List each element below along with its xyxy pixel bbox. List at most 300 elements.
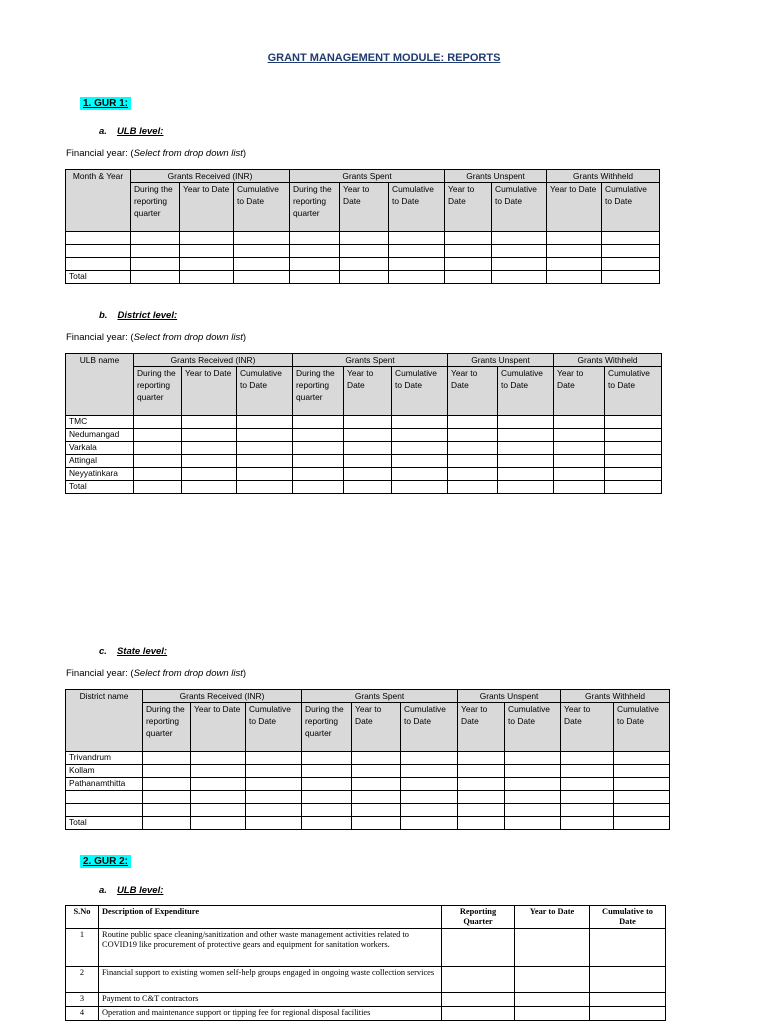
cell-input[interactable] (143, 778, 191, 791)
subcol-header: Year to Date (352, 703, 401, 752)
cell-input[interactable] (293, 468, 344, 481)
col-header-year-to-date: Year to Date (515, 906, 590, 929)
row-label (66, 804, 143, 817)
row-label (66, 245, 131, 258)
cell-input[interactable] (448, 429, 498, 442)
cell-input[interactable] (392, 481, 448, 494)
cell-input[interactable] (134, 468, 182, 481)
row-sno: 2 (66, 967, 99, 993)
subcol-header: During the reporting quarter (143, 703, 191, 752)
subcol-header: Year to Date (445, 183, 492, 232)
cell-input[interactable] (131, 245, 180, 258)
header-row (66, 354, 662, 367)
group-header: Grants Unspent (448, 354, 554, 367)
row-sno: 3 (66, 993, 99, 1007)
cell-input[interactable] (605, 468, 662, 481)
level-heading-gur2-ulb (99, 885, 163, 896)
cell-input[interactable] (180, 232, 234, 245)
table-row (66, 804, 670, 817)
cell-input[interactable] (590, 993, 666, 1007)
cell-input[interactable] (352, 791, 401, 804)
cell-input[interactable] (614, 804, 670, 817)
financial-year-selector-state[interactable] (66, 668, 246, 679)
cell-input[interactable] (445, 271, 492, 284)
cell-input[interactable] (392, 468, 448, 481)
cell-input[interactable] (498, 416, 554, 429)
cell-input[interactable] (614, 817, 670, 830)
cell-input[interactable] (505, 791, 561, 804)
subcol-header: Year to Date (344, 367, 392, 416)
group-header: Grants Withheld (547, 170, 660, 183)
subcol-header: Year to Date (458, 703, 505, 752)
cell-input[interactable] (498, 481, 554, 494)
cell-input[interactable] (246, 791, 302, 804)
subcol-header: Year to Date (554, 367, 605, 416)
cell-input[interactable] (602, 258, 660, 271)
row-label: Neyyatinkara (66, 468, 134, 481)
group-header: Grants Unspent (458, 690, 561, 703)
subcol-header: During the reporting quarter (290, 183, 340, 232)
cell-input[interactable] (492, 232, 547, 245)
cell-input[interactable] (561, 791, 614, 804)
cell-input[interactable] (293, 416, 344, 429)
cell-input[interactable] (344, 481, 392, 494)
cell-input[interactable] (246, 778, 302, 791)
fy-hint: Select from drop down list (133, 148, 243, 159)
group-header: Grants Received (INR) (143, 690, 302, 703)
level-label: ULB level: (116, 885, 164, 896)
subcol-header: During the reporting quarter (131, 183, 180, 232)
cell-input[interactable] (448, 468, 498, 481)
cell-input[interactable] (246, 752, 302, 765)
cell-input[interactable] (182, 429, 237, 442)
cell-input[interactable] (134, 442, 182, 455)
row-label: Total (66, 481, 134, 494)
cell-input[interactable] (237, 468, 293, 481)
cell-input[interactable] (293, 442, 344, 455)
section-heading-gur1: 1. GUR 1: (80, 97, 131, 110)
fy-label: Financial year: ( (66, 148, 134, 159)
subcol-header: Cumulative to Date (246, 703, 302, 752)
cell-input[interactable] (344, 455, 392, 468)
cell-input[interactable] (492, 271, 547, 284)
financial-year-selector-district[interactable] (66, 332, 246, 343)
row-label: Nedumangad (66, 429, 134, 442)
cell-input[interactable] (492, 245, 547, 258)
cell-input[interactable] (352, 778, 401, 791)
fy-close: ) (242, 332, 247, 343)
cell-input[interactable] (498, 442, 554, 455)
cell-input[interactable] (505, 765, 561, 778)
row-description: Payment to C&T contractors (99, 993, 442, 1007)
cell-input[interactable] (605, 481, 662, 494)
subcol-header: Year to Date (340, 183, 389, 232)
table-row (66, 765, 670, 778)
cell-input[interactable] (340, 271, 389, 284)
cell-input[interactable] (290, 232, 340, 245)
cell-input[interactable] (458, 765, 505, 778)
cell-input[interactable] (498, 455, 554, 468)
cell-input[interactable] (561, 804, 614, 817)
cell-input[interactable] (182, 481, 237, 494)
table-row (66, 455, 662, 468)
table-row (66, 1007, 666, 1021)
cell-input[interactable] (302, 765, 352, 778)
level-heading-district (99, 310, 177, 321)
level-letter: a. (99, 126, 107, 137)
cell-input[interactable] (458, 804, 505, 817)
cell-input[interactable] (143, 817, 191, 830)
cell-input[interactable] (237, 429, 293, 442)
cell-input[interactable] (401, 765, 458, 778)
cell-input[interactable] (293, 429, 344, 442)
cell-input[interactable] (392, 442, 448, 455)
cell-input[interactable] (290, 258, 340, 271)
cell-input[interactable] (602, 245, 660, 258)
cell-input[interactable] (389, 271, 445, 284)
subcol-header: Cumulative to Date (492, 183, 547, 232)
page-title: GRANT MANAGEMENT MODULE: REPORTS (267, 52, 501, 64)
cell-input[interactable] (191, 817, 246, 830)
cell-input[interactable] (445, 258, 492, 271)
gur1-state-table (65, 689, 670, 830)
subcol-header: Cumulative to Date (605, 367, 662, 416)
subcol-header: During the reporting quarter (302, 703, 352, 752)
cell-input[interactable] (182, 468, 237, 481)
fy-hint: Select from drop down list (133, 668, 243, 679)
subcol-header: Cumulative to Date (498, 367, 554, 416)
cell-input[interactable] (602, 232, 660, 245)
cell-input[interactable] (234, 232, 290, 245)
cell-input[interactable] (498, 429, 554, 442)
group-header: Grants Withheld (554, 354, 662, 367)
subcol-header: Cumulative to Date (389, 183, 445, 232)
row-label: Total (66, 271, 131, 284)
table-row (66, 245, 660, 258)
cell-input[interactable] (237, 416, 293, 429)
cell-input[interactable] (344, 416, 392, 429)
row-label: Varkala (66, 442, 134, 455)
cell-input[interactable] (246, 817, 302, 830)
row-sno: 1 (66, 929, 99, 967)
cell-input[interactable] (293, 481, 344, 494)
cell-input[interactable] (143, 765, 191, 778)
header-row (66, 690, 670, 703)
cell-input[interactable] (352, 752, 401, 765)
group-header: Grants Withheld (561, 690, 670, 703)
cell-input[interactable] (401, 804, 458, 817)
cell-input[interactable] (352, 804, 401, 817)
cell-input[interactable] (442, 967, 515, 993)
header-row (66, 170, 660, 183)
cell-input[interactable] (131, 232, 180, 245)
cell-input[interactable] (605, 442, 662, 455)
cell-input[interactable] (505, 804, 561, 817)
first-col-header: District name (66, 690, 143, 752)
cell-input[interactable] (182, 442, 237, 455)
table-row (66, 271, 660, 284)
cell-input[interactable] (302, 817, 352, 830)
cell-input[interactable] (554, 455, 605, 468)
cell-input[interactable] (352, 765, 401, 778)
cell-input[interactable] (143, 804, 191, 817)
cell-input[interactable] (492, 258, 547, 271)
table-row (66, 778, 670, 791)
row-label: Pathanamthitta (66, 778, 143, 791)
cell-input[interactable] (234, 258, 290, 271)
cell-input[interactable] (442, 929, 515, 967)
cell-input[interactable] (401, 791, 458, 804)
subcol-header: Cumulative to Date (234, 183, 290, 232)
row-label: Kollam (66, 765, 143, 778)
table-row (66, 416, 662, 429)
gur1-ulb-table (65, 169, 660, 284)
cell-input[interactable] (590, 967, 666, 993)
subcol-header: During the reporting quarter (293, 367, 344, 416)
cell-input[interactable] (290, 245, 340, 258)
cell-input[interactable] (561, 765, 614, 778)
table-row (66, 429, 662, 442)
subcol-header: Year to Date (547, 183, 602, 232)
subheader-row (66, 367, 662, 416)
cell-input[interactable] (293, 455, 344, 468)
cell-input[interactable] (191, 791, 246, 804)
table-row (66, 752, 670, 765)
cell-input[interactable] (302, 804, 352, 817)
cell-input[interactable] (515, 993, 590, 1007)
cell-input[interactable] (458, 752, 505, 765)
cell-input[interactable] (182, 416, 237, 429)
cell-input[interactable] (547, 232, 602, 245)
cell-input[interactable] (614, 791, 670, 804)
cell-input[interactable] (442, 993, 515, 1007)
cell-input[interactable] (614, 778, 670, 791)
cell-input[interactable] (340, 258, 389, 271)
cell-input[interactable] (180, 258, 234, 271)
table-row (66, 791, 670, 804)
cell-input[interactable] (515, 1007, 590, 1021)
cell-input[interactable] (401, 778, 458, 791)
level-label: District level: (117, 310, 178, 321)
table-row (66, 817, 670, 830)
cell-input[interactable] (448, 442, 498, 455)
row-label (66, 258, 131, 271)
cell-input[interactable] (134, 481, 182, 494)
cell-input[interactable] (605, 455, 662, 468)
level-heading-state (99, 646, 167, 657)
cell-input[interactable] (302, 791, 352, 804)
cell-input[interactable] (554, 416, 605, 429)
cell-input[interactable] (605, 429, 662, 442)
cell-input[interactable] (191, 804, 246, 817)
group-header: Grants Spent (293, 354, 448, 367)
cell-input[interactable] (498, 468, 554, 481)
cell-input[interactable] (191, 752, 246, 765)
subcol-header: Cumulative to Date (614, 703, 670, 752)
cell-input[interactable] (605, 416, 662, 429)
table-row (66, 993, 666, 1007)
row-description: Financial support to existing women self-help groups engaged in ongoing waste collection services (99, 967, 442, 993)
cell-input[interactable] (246, 804, 302, 817)
first-col-header: ULB name (66, 354, 134, 416)
cell-input[interactable] (134, 455, 182, 468)
cell-input[interactable] (344, 429, 392, 442)
row-description: Operation and maintenance support or tipping fee for regional disposal facilities (99, 1007, 442, 1021)
cell-input[interactable] (134, 416, 182, 429)
subcol-header: Year to Date (182, 367, 237, 416)
cell-input[interactable] (515, 967, 590, 993)
cell-input[interactable] (234, 271, 290, 284)
cell-input[interactable] (392, 429, 448, 442)
cell-input[interactable] (392, 455, 448, 468)
cell-input[interactable] (547, 258, 602, 271)
cell-input[interactable] (246, 765, 302, 778)
row-label: Total (66, 817, 143, 830)
subcol-header: Year to Date (448, 367, 498, 416)
cell-input[interactable] (352, 817, 401, 830)
cell-input[interactable] (602, 271, 660, 284)
gur2-expenditure-table (65, 905, 666, 1021)
subheader-row (66, 183, 660, 232)
col-header-sno: S.No (66, 906, 99, 929)
level-letter: b. (99, 310, 108, 321)
cell-input[interactable] (182, 455, 237, 468)
row-label (66, 232, 131, 245)
fy-label: Financial year: ( (66, 332, 134, 343)
cell-input[interactable] (340, 245, 389, 258)
fy-close: ) (242, 148, 247, 159)
table-row (66, 468, 662, 481)
col-header-reporting-quarter: Reporting Quarter (442, 906, 515, 929)
subcol-header: During the reporting quarter (134, 367, 182, 416)
subcol-header: Cumulative to Date (392, 367, 448, 416)
cell-input[interactable] (458, 791, 505, 804)
cell-input[interactable] (445, 232, 492, 245)
subcol-header: Cumulative to Date (237, 367, 293, 416)
level-letter: c. (99, 646, 107, 657)
cell-input[interactable] (143, 791, 191, 804)
cell-input[interactable] (505, 752, 561, 765)
cell-input[interactable] (458, 817, 505, 830)
cell-input[interactable] (554, 468, 605, 481)
cell-input[interactable] (191, 765, 246, 778)
subcol-header: Year to Date (191, 703, 246, 752)
fy-label: Financial year: ( (66, 668, 134, 679)
gur1-district-table (65, 353, 662, 494)
subcol-header: Cumulative to Date (602, 183, 660, 232)
group-header: Grants Spent (290, 170, 445, 183)
cell-input[interactable] (442, 1007, 515, 1021)
cell-input[interactable] (614, 765, 670, 778)
first-col-header: Month & Year (66, 170, 131, 232)
cell-input[interactable] (554, 442, 605, 455)
cell-input[interactable] (180, 245, 234, 258)
cell-input[interactable] (143, 752, 191, 765)
row-label: TMC (66, 416, 134, 429)
subcol-header: Year to Date (180, 183, 234, 232)
cell-input[interactable] (505, 817, 561, 830)
level-label: State level: (116, 646, 168, 657)
table-row (66, 481, 662, 494)
cell-input[interactable] (590, 1007, 666, 1021)
group-header: Grants Spent (302, 690, 458, 703)
cell-input[interactable] (389, 232, 445, 245)
section-heading-gur2: 2. GUR 2: (80, 855, 131, 868)
cell-input[interactable] (448, 481, 498, 494)
cell-input[interactable] (344, 442, 392, 455)
cell-input[interactable] (180, 271, 234, 284)
subcol-header: Cumulative to Date (505, 703, 561, 752)
cell-input[interactable] (344, 468, 392, 481)
table-row (66, 258, 660, 271)
col-header-description: Description of Expenditure (99, 906, 442, 929)
cell-input[interactable] (392, 416, 448, 429)
cell-input[interactable] (547, 271, 602, 284)
cell-input[interactable] (237, 481, 293, 494)
row-label: Attingal (66, 455, 134, 468)
fy-close: ) (242, 668, 247, 679)
group-header: Grants Received (INR) (131, 170, 290, 183)
cell-input[interactable] (561, 778, 614, 791)
cell-input[interactable] (237, 442, 293, 455)
fy-hint: Select from drop down list (133, 332, 243, 343)
cell-input[interactable] (505, 778, 561, 791)
subcol-header: Year to Date (561, 703, 614, 752)
cell-input[interactable] (237, 455, 293, 468)
cell-input[interactable] (561, 752, 614, 765)
group-header: Grants Received (INR) (134, 354, 293, 367)
cell-input[interactable] (515, 929, 590, 967)
cell-input[interactable] (614, 752, 670, 765)
cell-input[interactable] (561, 817, 614, 830)
cell-input[interactable] (590, 929, 666, 967)
level-label: ULB level: (116, 126, 164, 137)
cell-input[interactable] (340, 232, 389, 245)
cell-input[interactable] (401, 752, 458, 765)
cell-input[interactable] (389, 258, 445, 271)
cell-input[interactable] (131, 258, 180, 271)
group-header: Grants Unspent (445, 170, 547, 183)
subcol-header: Cumulative to Date (401, 703, 458, 752)
cell-input[interactable] (554, 481, 605, 494)
table-row (66, 967, 666, 993)
cell-input[interactable] (554, 429, 605, 442)
table-row (66, 929, 666, 967)
row-sno: 4 (66, 1007, 99, 1021)
row-label (66, 791, 143, 804)
table-row (66, 442, 662, 455)
cell-input[interactable] (134, 429, 182, 442)
cell-input[interactable] (302, 778, 352, 791)
table-row (66, 232, 660, 245)
cell-input[interactable] (389, 245, 445, 258)
cell-input[interactable] (547, 245, 602, 258)
cell-input[interactable] (401, 817, 458, 830)
cell-input[interactable] (290, 271, 340, 284)
cell-input[interactable] (302, 752, 352, 765)
cell-input[interactable] (448, 455, 498, 468)
cell-input[interactable] (458, 778, 505, 791)
subheader-row (66, 703, 670, 752)
row-label: Trivandrum (66, 752, 143, 765)
level-letter: a. (99, 885, 107, 896)
cell-input[interactable] (448, 416, 498, 429)
cell-input[interactable] (234, 245, 290, 258)
cell-input[interactable] (191, 778, 246, 791)
financial-year-selector-ulb[interactable] (66, 148, 246, 159)
cell-input[interactable] (445, 245, 492, 258)
cell-input[interactable] (131, 271, 180, 284)
